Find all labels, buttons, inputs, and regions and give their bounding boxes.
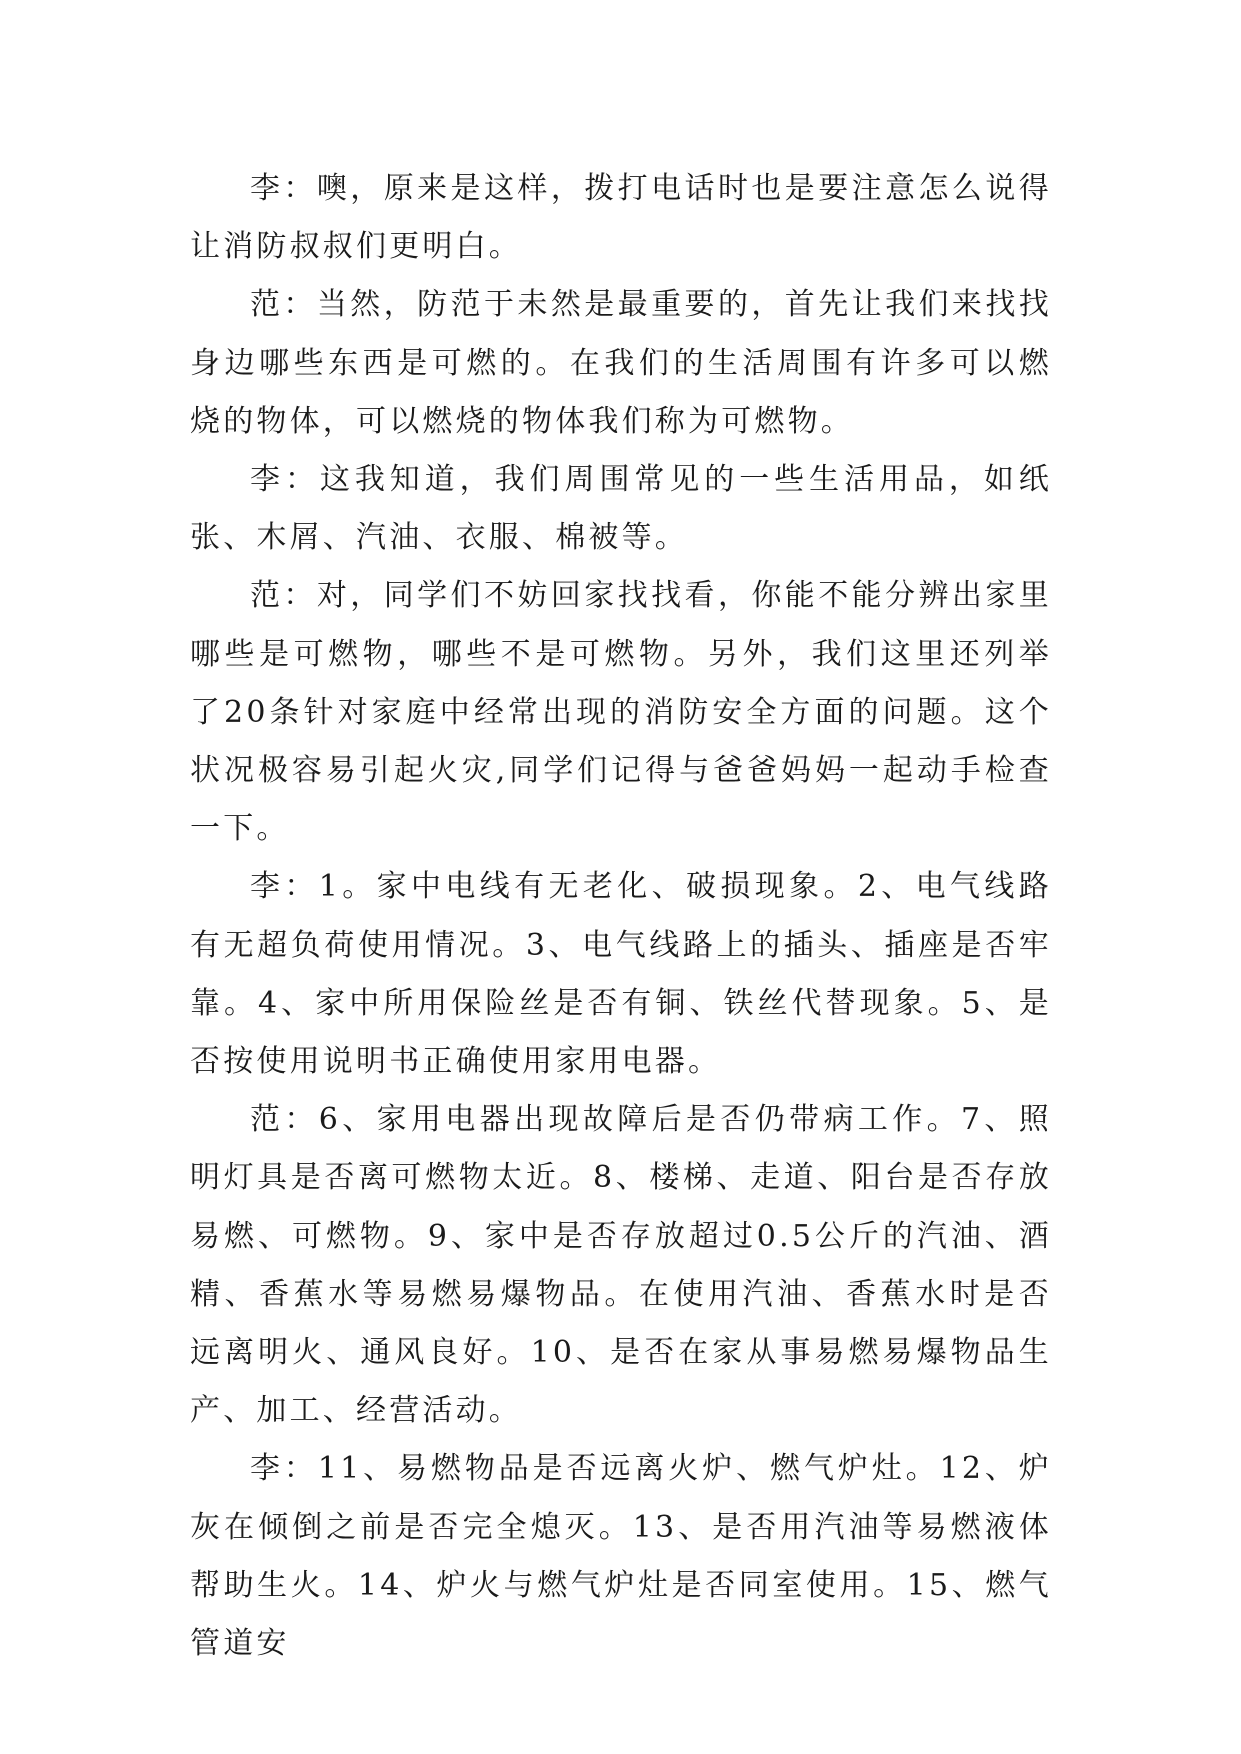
paragraph-7: 李：11、易燃物品是否远离火炉、燃气炉灶。12、炉灰在倾倒之前是否完全熄灭。13、是否用汽油等易燃液体帮助生火。14、炉火与燃气炉灶是否同室使用。15、燃气管道安 xyxy=(190,1451,1052,1662)
paragraph-3: 李：这我知道，我们周围常见的一些生活用品，如纸张、木屑、汽油、衣服、棉被等。 xyxy=(190,462,1052,556)
paragraph-6: 范：6、家用电器出现故障后是否仍带病工作。7、照明灯具是否离可燃物太近。8、楼梯、走道、阳台是否存放易燃、可燃物。9、家中是否存放超过0.5公斤的汽油、酒精、香蕉水等易燃易爆物品。在使用汽油、香蕉水时是否远离明火、通风良好。10、是否在家从事易燃易爆物品生产、加工、经营活动。 xyxy=(190,1102,1052,1429)
paragraph-4: 范：对，同学们不妨回家找找看，你能不能分辨出家里哪些是可燃物，哪些不是可燃物。另外，我们这里还列举了20条针对家庭中经常出现的消防安全方面的问题。这个状况极容易引起火灾,同学们记得与爸爸妈妈一起动手检查一下。 xyxy=(190,578,1052,847)
paragraph-2: 范：当然，防范于未然是最重要的，首先让我们来找找身边哪些东西是可燃的。在我们的生活周围有许多可以燃烧的物体，可以燃烧的物体我们称为可燃物。 xyxy=(190,287,1052,439)
document-body xyxy=(190,160,1052,1673)
paragraph-5: 李：1。家中电线有无老化、破损现象。2、电气线路有无超负荷使用情况。3、电气线路上的插头、插座是否牢靠。4、家中所用保险丝是否有铜、铁丝代替现象。5、是否按使用说明书正确使用家用电器。 xyxy=(190,869,1052,1080)
paragraph-1: 李：噢，原来是这样，拨打电话时也是要注意怎么说得让消防叔叔们更明白。 xyxy=(190,171,1052,265)
